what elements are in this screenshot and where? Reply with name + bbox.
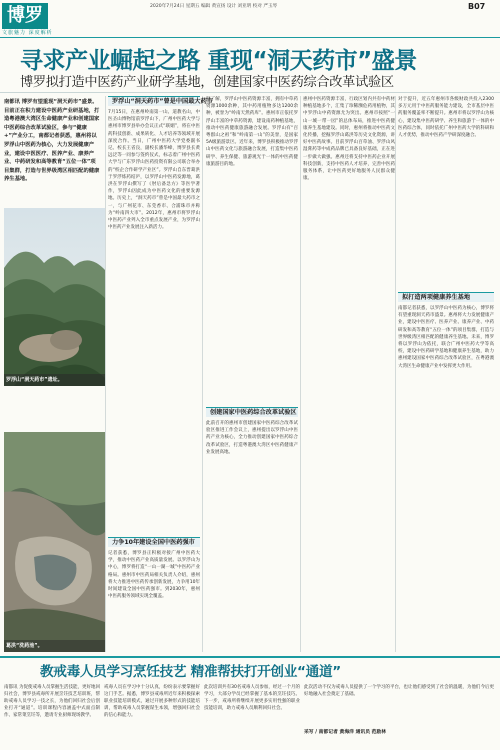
bottom-story-column: 南都讯 为促使戒毒人员掌握生活技能，更好地回归社会，博罗县戒毒所开展烹饪技艺培训班，帮助戒毒人员学习一技之长，为他们回归社会后创业打开“通道”。培训课程内容涵盖中式面点制作、家常菜烹饪等，邀请专业厨师现场教学。 (4, 685, 100, 719)
section-heading: 罗浮山“洞天药市”曾是中国最大药市 (108, 96, 200, 106)
article-body: 惠州中医药资源丰富，行政区划内共有中药材种植基地多个，汇集了珍稀濒危药用植物，其中罗浮山中药资源尤为突出。惠州市按照“一山一城一带一园”的总体布局，推进中医药健康养生基地建设。同时，惠州将推动中医药文化传播，挖掘罗浮山葛洪等历史文化资源，讲好中医药故事。目前罗浮山百草油、罗浮山风湿膏药等中成药品牌已具备良好基础，正在进一步做大做强。惠州还将支持中医药企业开展科技创新，支持中医药人才培养，完善中医药服务体系，让中医药更好地服务人民群众健康。 (303, 97, 395, 182)
bottom-story-column: 此次活动不仅为戒毒人员提供了一个学习的平台，也让他们感受到了社会的温暖，为他们今后更好地融入社会奠定了基础。 (304, 685, 494, 698)
section-logo: 博罗 (2, 3, 48, 29)
section-heading: 创建国家中医药综合改革试验区 (206, 407, 298, 417)
article-column-4 (303, 96, 395, 648)
article-body: 记者获悉，博罗县正积极对接广州中医药大学，推动中医药产业高质量发展。以罗浮山为中心，博罗将打造“一山一湖一城”中医药产业格局。惠州市中医药局相关负责人介绍，惠州将大力推进中医药传承创新发展，力争用10年时间建设全国中医药强市。到2030年，惠州中医药服务领域实现全覆盖。 (108, 551, 200, 600)
column-divider (300, 96, 301, 652)
article-body: 对于提升，近五年惠州市各级财政共投入2300多万元用于中医药服务能力建设，全市基层中医药服务覆盖率不断提升。惠州市将以罗浮山为核心，建设集中医药研学、养生和旅游于一体的中医药综合体，同时依托广州中医药大学的科研和人才优势，推动中医药产学研深度融合。 (398, 97, 494, 139)
article-column-5 (398, 96, 494, 650)
byline: 采写 / 南都记者 黄海洋 通讯员 范励林 (304, 730, 387, 735)
bottom-headline: 教戒毒人员学习烹饪技艺 精准帮扶打开创业“通道” (40, 664, 341, 680)
masthead-rule (0, 37, 500, 38)
masthead (0, 0, 500, 38)
main-headline: 寻求产业崛起之路 重现“洞天药市”盛景 (20, 48, 417, 74)
sub-headline: 博罗拟打造中医药产业研学基地，创建国家中医药综合改革试验区 (20, 75, 394, 90)
bottom-story-column: 此次培训共有30名戒毒人员参加，经过一个月的学习，大部分学员已经掌握了基本的烹饪技巧。下一步，戒毒所将继续开展更多实用性强的职业技能培训，助力戒毒人员顺利回归社会。 (204, 685, 300, 712)
section-heading: 拟打造两项健康养生基地 (398, 292, 494, 302)
article-body: 7月15日，在惠州岭南第一山、道教名山，中医圣山博物馆前罗浮山下，广州中医药大学与惠州市博罗县举办会议正式“联姻”，将在中医药科技创新、成果转化、人才培养等领域开展深度合作。当日，广州中医药大学党委副书记、校长王省良，副校长潘华峰，博罗县长黄远泛等一同参与签约仪式，标志着广州中医药大学与广东罗浮山医药投资有限公司联合举办的“校企合作研学产业区”。罗浮山自东晋葛洪于罗浮炼药结庐，以罗浮山中医药发源地，葛洪在罗浮山撰写了《肘后备急方》等医学著作，罗浮山因此成为中医药文化的重要发源地。历史上，“洞天药市”曾是中国最大药市之一，与广州花市、东莞香市、合浦珠市并称为“岭南四大市”。2012年，惠州市将罗浮山中医药产业列入全市重点发展产业，为罗浮山中医药产业发展注入新活力。 (108, 110, 200, 231)
lead-paragraph: 南都讯 博罗有望重现“洞天药市”盛景。目前正在积力建设中医药产业研基地，打造粤港澳大湾区生命健康产业和创建国家中医药综合改革试验区，参与“健康+”产业分工，南都记者获悉，惠州将以罗浮山中医药为核心，大力发展健康产业，建设中医医疗、医养产业、康养产业、中药研发和高等教育“五位一体”项目集群，打造与世界级湾区相匹配的健康养生基地。 (4, 99, 100, 183)
column-divider (105, 96, 106, 652)
article-body: 南都记者获悉，以罗浮山中医药为核心，博罗将有望重现洞天药市盛景。惠州将大力发展健康产业，建设中医医疗、医养产业、康养产业、中药研发和高等教育“五位一体”的项目集群，打造与世界级湾区相匹配的健康养生基地。未来，博罗将以罗浮山为依托，联合广州中医药大学等高校，建设中医药研学基地和健康养生基地，助力惠州建设国家中医药综合改革试验区，在粤港澳大湾区生命健康产业中发挥更大作用。 (398, 306, 494, 369)
bottom-story-rule (0, 656, 500, 658)
bottom-story-column: 戒毒人员在学习中十分认真，纷纷表示要掌握好这门手艺。据悉，博罗县戒毒所近年来积极探索职业技能培训模式，通过开展多种形式的技能培训，帮助戒毒人员掌握谋生本领，增强回归社会的信心和能力。 (104, 685, 200, 719)
photo-medicine-market-ruins (4, 208, 105, 386)
article-body: 据了解，罗浮山中医药资源丰富，拥有中草药资源1000余种，其中药用植物多达1200余种，被誉为“岭南天然药库”。惠州市正依托罗浮山丰富的中草药资源，建设南药种植基地，推动中医药健康旅游融合发展。罗浮山有“百粤群山之祖”和“岭南第一山”的美誉，是国家5A级旅游景区。近年来，博罗县积极推动罗浮山中医药文化与旅游融合发展，打造集中医药研学、养生保健、旅游观光于一体的中医药健康旅游目的地。 (206, 97, 298, 167)
issue-meta: 2020年7月24日 星期五 编辑 黄宣扬 设计 刘亚明 校对 严玉琴 (150, 4, 278, 9)
headline-rule (0, 92, 500, 93)
column-divider (202, 96, 203, 652)
page-number: B07 (468, 2, 486, 11)
photo-caption: 罗浮山“洞天药市”遗址。 (6, 377, 63, 383)
article-body: 此前召开的惠州市创建国家中医药综合改革试验区推进工作会议上，惠州提出以罗浮山中医药产业为核心，全力推动创建国家中医药综合改革试验区，打造粤港澳大湾区中医药健康产业发展高地。 (206, 421, 298, 455)
article-column-2 (108, 96, 213, 658)
photo-caption: 葛洪“洗药池”。 (6, 643, 43, 649)
article-column-3 (206, 96, 298, 650)
section-heading: 力争10年建设全国中医药强市 (108, 537, 200, 547)
photo-herb-washing-pool (4, 432, 105, 652)
section-slogan: 文旅魅力 深度解析 (2, 30, 53, 36)
column-divider (395, 96, 396, 652)
